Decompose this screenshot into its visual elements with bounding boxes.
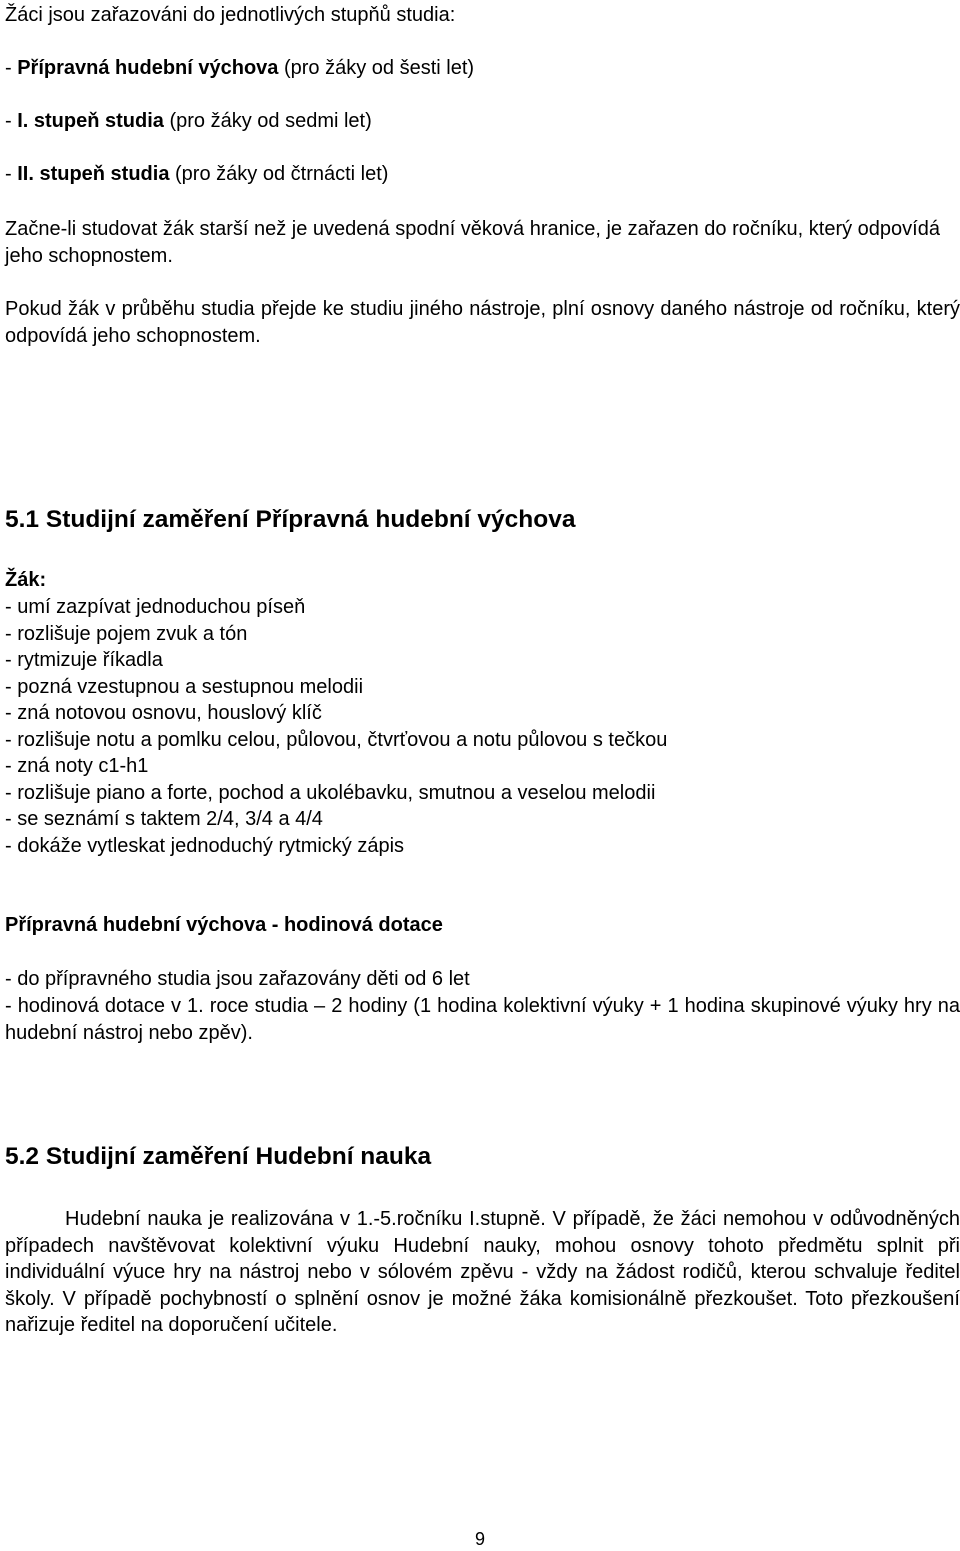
intro-line: Žáci jsou zařazováni do jednotlivých stupňů studia: bbox=[5, 4, 456, 26]
list-item: - zná noty c1-h1 bbox=[5, 755, 149, 777]
list-item: - se seznámí s taktem 2/4, 3/4 a 4/4 bbox=[5, 808, 323, 830]
list-item: - rozlišuje piano a forte, pochod a ukolébavku, smutnou a veselou melodii bbox=[5, 781, 656, 804]
list-item: - zná notovou osnovu, houslový klíč bbox=[5, 702, 322, 724]
level-name: I. stupeň studia bbox=[17, 110, 164, 132]
subheading-dotace: Přípravná hudební výchova - hodinová dotace bbox=[5, 914, 443, 936]
intro-paragraph-age: Začne-li studovat žák starší než je uvedená spodní věková hranice, je zařazen do ročníku, který odpovídá jeho schopnostem. bbox=[5, 218, 940, 267]
nauka-paragraph: Hudební nauka je realizována v 1.-5.ročníku I.stupně. V případě, že žáci nemohou v odůvodněných případech navštěvovat kolektivní výuku Hudební nauky, mohou osnovy tohoto předmětu splnit při individuální výuce hry na nástroj nebo v sólovém zpěvu - vždy na žádost rodičů, kterou schvaluje ředitel školy. V případě pochybností o splnění osnov je možné žáka komisionálně přezkoušet. Toto přezkoušení nařizuje ředitel na doporučení učitele. bbox=[5, 1208, 960, 1336]
level-note: (pro žáky od čtrnácti let) bbox=[169, 163, 389, 185]
dotace-line: - do přípravného studia jsou zařazovány děti od 6 let bbox=[5, 968, 470, 990]
level-note: (pro žáky od sedmi let) bbox=[163, 110, 372, 132]
list-item: - rozlišuje pojem zvuk a tón bbox=[5, 622, 248, 645]
level-item bbox=[5, 55, 474, 82]
dotace-line: - hodinová dotace v 1. roce studia – 2 hodiny (1 hodina kolektivní výuky + 1 hodina skupinové výuky hry na hudební nástroj nebo zpěv). bbox=[5, 995, 960, 1044]
student-label: Žák: bbox=[5, 569, 47, 591]
section-heading-preparatory: 5.1 Studijní zaměření Přípravná hudební výchova bbox=[5, 506, 576, 533]
level-dash: - bbox=[5, 57, 18, 79]
page-number: 9 bbox=[474, 1529, 485, 1549]
level-name: II. stupeň studia bbox=[17, 163, 170, 185]
level-item bbox=[5, 161, 388, 188]
list-item: - umí zazpívat jednoduchou píseň bbox=[5, 596, 306, 618]
level-dash: - bbox=[5, 110, 18, 132]
list-item: - pozná vzestupnou a sestupnou melodii bbox=[5, 675, 364, 698]
list-item: - dokáže vytleskat jednoduchý rytmický zápis bbox=[5, 834, 405, 857]
level-item bbox=[5, 108, 372, 135]
list-item: - rozlišuje notu a pomlku celou, půlovou, čtvrťovou a notu půlovou s tečkou bbox=[5, 728, 668, 751]
list-item: - rytmizuje říkadla bbox=[5, 649, 163, 671]
section-heading-nauka: 5.2 Studijní zaměření Hudební nauka bbox=[5, 1143, 432, 1170]
level-dash: - bbox=[5, 163, 18, 185]
intro-paragraph-instrument: Pokud žák v průběhu studia přejde ke studiu jiného nástroje, plní osnovy daného nástroje od ročníku, který odpovídá jeho schopnostem. bbox=[5, 298, 960, 347]
skills-list bbox=[5, 594, 960, 859]
level-note: (pro žáky od šesti let) bbox=[278, 57, 475, 79]
level-name: Přípravná hudební výchova bbox=[17, 57, 279, 79]
